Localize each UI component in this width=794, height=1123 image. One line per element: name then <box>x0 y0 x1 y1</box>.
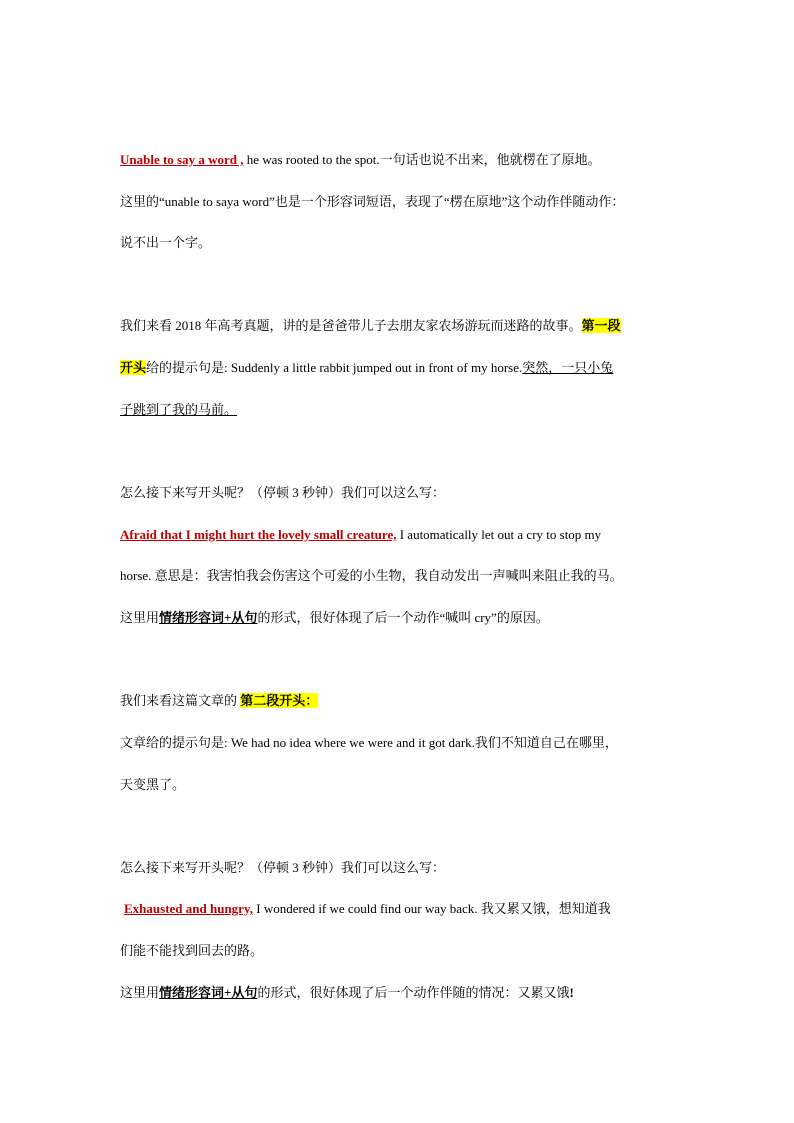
p3-line3: horse. 意思是：我害怕我会伤害这个可爱的小生物，我自动发出一声喊叫来阻止我的马。 <box>120 568 623 583</box>
emphasis-phrase: Exhausted and hungry, <box>124 901 253 916</box>
sentence-text: 这里用 <box>120 610 160 625</box>
sentence-text: 的形式，很好体现了后一个动作伴随的情况：又累又饿 <box>257 985 570 1000</box>
emphasis-phrase: Unable to say a word , <box>120 152 244 167</box>
emphasis-phrase: Afraid that I might hurt the lovely small creature, <box>120 527 397 542</box>
highlight-label: 开头 <box>120 360 147 375</box>
highlight-label: 第二段开头： <box>240 693 319 708</box>
highlight-label: 第一段 <box>581 318 621 333</box>
p2-line2 <box>120 360 613 376</box>
p2-line3 <box>120 402 237 418</box>
p5-line2 <box>120 901 611 917</box>
p5-line1: 怎么接下来写开头呢？（停顿 3 秒钟）我们可以这么写： <box>120 860 446 875</box>
sentence-text: 这里用 <box>120 985 160 1000</box>
sentence-text: 给的提示句是: Suddenly a little rabbit jumped out in front of my horse. <box>146 360 523 375</box>
sentence-text: I automatically let out a cry to stop my <box>396 527 602 542</box>
p3-line1: 怎么接下来写开头呢？（停顿 3 秒钟）我们可以这么写： <box>120 485 446 500</box>
underlined-text: 子跳到了我的马前。 <box>120 402 238 417</box>
sentence-text: he was rooted to the spot.一句话也说不出来，他就楞在了原地。 <box>243 152 601 167</box>
sentence-text: 的形式，很好体现了后一个动作“喊叫 cry”的原因。 <box>257 610 549 625</box>
sentence-text: I wondered if we could find our way back. 我又累又饿，想知道我 <box>252 901 611 916</box>
p4-line2: 文章给的提示句是: We had no idea where we were and it got dark.我们不知道自己在哪里， <box>120 735 618 750</box>
sentence-text: 我们来看这篇文章的 <box>120 693 241 708</box>
p4-line3: 天变黑了。 <box>120 777 186 792</box>
p1-line3: 说不出一个字。 <box>120 235 212 250</box>
exclamation-mark: ! <box>569 985 574 1000</box>
p1-line2: 这里的“unable to saya word”也是一个形容词短语，表现了“楞在原地”这个动作伴随动作： <box>120 194 625 209</box>
p1-line1 <box>120 152 601 168</box>
p2-line1 <box>120 318 621 334</box>
p5-line3: 们能不能找到回去的路。 <box>120 943 264 958</box>
bold-underlined-text: 情绪形容词+从句 <box>159 985 258 1000</box>
p3-line4 <box>120 610 549 626</box>
bold-underlined-text: 情绪形容词+从句 <box>159 610 258 625</box>
p3-line2 <box>120 527 601 543</box>
underlined-text: 突然，一只小兔 <box>522 360 614 375</box>
sentence-text: 我们来看 2018 年高考真题，讲的是爸爸带儿子去朋友家农场游玩而迷路的故事。 <box>120 318 582 333</box>
p5-line4 <box>120 985 574 1001</box>
p4-line1 <box>120 693 318 709</box>
